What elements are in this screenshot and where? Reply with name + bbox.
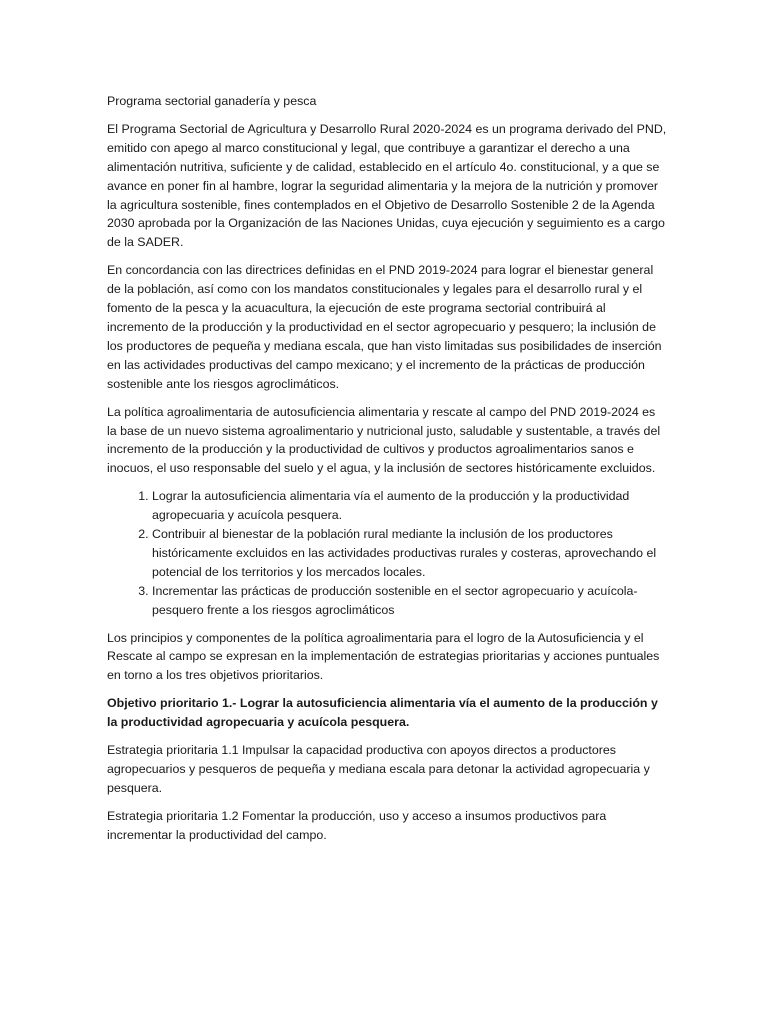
principles-paragraph: Los principios y componentes de la política agroalimentaria para el logro de la Autosuficiencia y el Rescate al campo se expresan en la implementación de estrategias prioritarias y acciones puntuales en torno a los tres objetivos prioritarios. (107, 630, 660, 683)
policy-paragraph: La política agroalimentaria de autosuficiencia alimentaria y rescate al campo del PND 2019-2024 es la base de un nuevo sistema agroalimentario y nutricional justo, saludable y sustentable, a través del incremento de la producción y la productividad de cultivos y productos agroalimentarios sanos e inocuos, el uso responsable del suelo y el agua, y la inclusión de sectores históricamente excluidos. (107, 404, 661, 476)
concordance-paragraph: En concordancia con las directrices definidas en el PND 2019-2024 para lograr el bienestar general de la población, así como con los mandatos constitucionales y legales para el desarrollo rural y el fomento de la pesca y la acuacultura, la ejecución de este programa sectorial contribuirá al incremento de la producción y la productividad en el sector agropecuario y pesquero; la inclusión de los productores de pequeña y mediana escala, que han visto limitadas sus posibilidades de inserción en las actividades productivas del campo mexicano; y el incremento de la prácticas de producción sostenible ante los riesgos agroclimáticos. (107, 263, 662, 391)
document-title: Programa sectorial ganadería y pesca (107, 94, 317, 108)
intro-paragraph: El Programa Sectorial de Agricultura y Desarrollo Rural 2020-2024 es un programa derivado del PND, emitido con apego al marco constitucional y legal, que contribuye a garantizar el derecho a una alimentación nutritiva, suficiente y de calidad, establecido en el artículo 4o. constitucional, y a que se avance en poner fin al hambre, lograr la seguridad alimentaria y la mejora de la nutrición y promover la agricultura sostenible, fines contemplados en el Objetivo de Desarrollo Sostenible 2 de la Agenda 2030 aprobada por la Organización de las Naciones Unidas, cuya ejecución y seguimiento es a cargo de la SADER. (107, 121, 667, 250)
objective-item-1: 1. Lograr la autosuficiencia alimentaria vía el aumento de la producción y la productividad agropecuaria y acuícola pesquera. (152, 487, 668, 525)
objectives-list (107, 487, 668, 619)
objective-item-2: 2. Contribuir al bienestar de la población rural mediante la inclusión de los productores históricamente excluidos en las actividades productivas rurales y costeras, aprovechando el potencial de los territorios y los mercados locales. (152, 525, 668, 582)
priority-objective-heading: Objetivo prioritario 1.- Lograr la autosuficiencia alimentaria vía el aumento de la producción y la productividad agropecuaria y acuícola pesquera. (107, 696, 658, 730)
strategy-1-1: Estrategia prioritaria 1.1 Impulsar la capacidad productiva con apoyos directos a productores agropecuarios y pesqueros de pequeña y mediana escala para detonar la actividad agropecuaria y pesquera. (107, 743, 650, 795)
strategy-1-2: Estrategia prioritaria 1.2 Fomentar la producción, uso y acceso a insumos productivos para incrementar la productividad del campo. (107, 808, 607, 842)
objective-item-3: 3. Incrementar las prácticas de producción sostenible en el sector agropecuario y acuícola-pesquero frente a los riesgos agroclimáticos (152, 582, 668, 620)
